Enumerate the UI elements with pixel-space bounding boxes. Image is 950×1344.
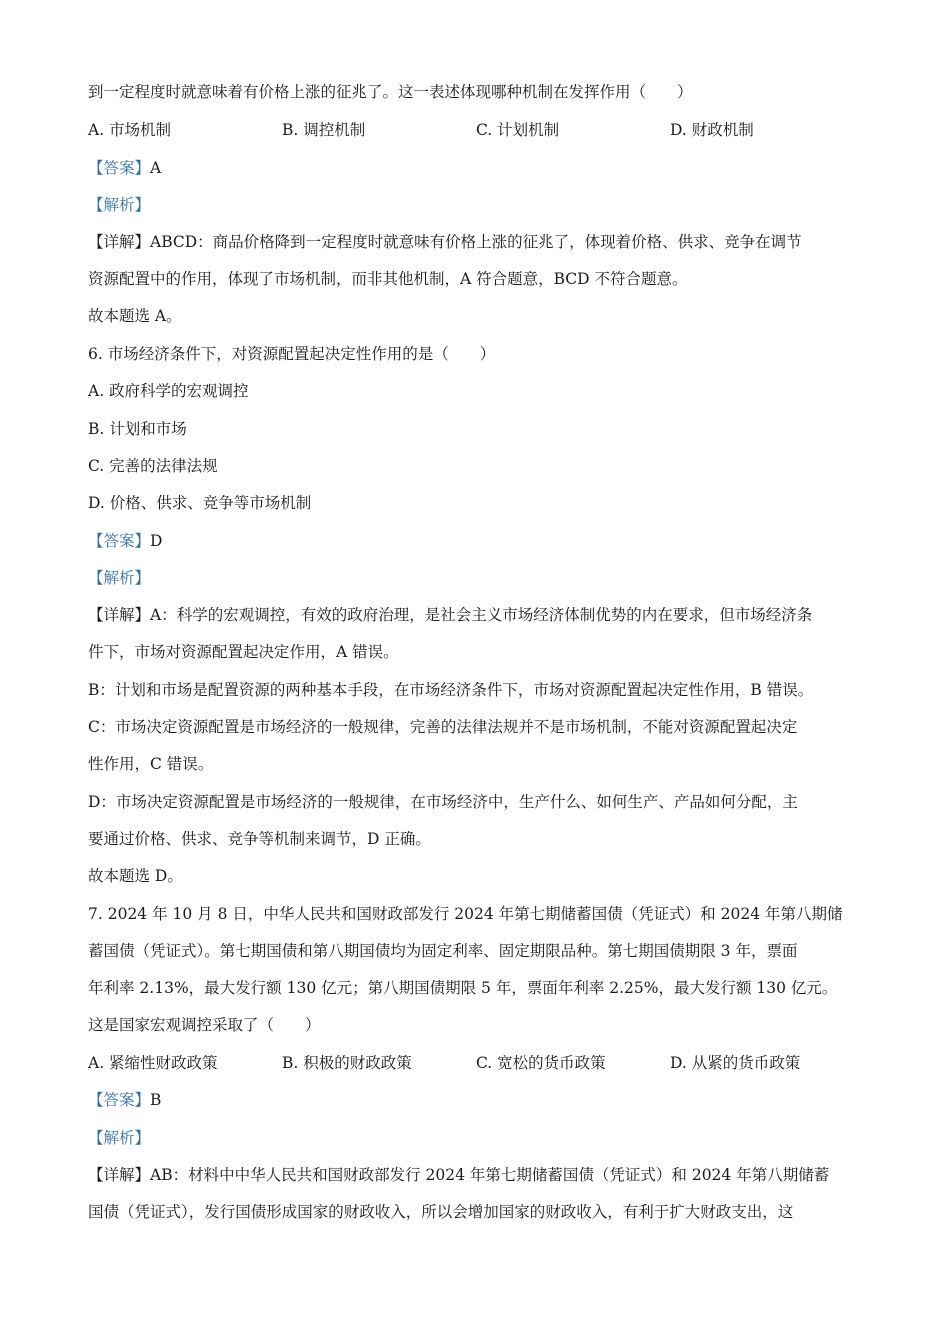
q5-option-a: A. 市场机制 bbox=[88, 121, 172, 139]
answer-label: 【答案】 bbox=[88, 159, 151, 177]
q6-option-a: A. 政府科学的宏观调控 bbox=[88, 382, 249, 400]
q6-stem: 6. 市场经济条件下，对资源配置起决定性作用的是（ ） bbox=[88, 345, 496, 363]
q5-detail-line: 资源配置中的作用，体现了市场机制，而非其他机制，A 符合题意，BCD 不符合题意。 bbox=[88, 270, 688, 288]
answer-value: D bbox=[150, 532, 163, 550]
q6-option-b: B. 计划和市场 bbox=[88, 420, 187, 438]
answer-value: A bbox=[150, 159, 162, 177]
q6-detail-line: 性作用，C 错误。 bbox=[88, 755, 214, 773]
q5-conclusion: 故本题选 A。 bbox=[88, 307, 182, 325]
q6-detail-line: D：市场决定资源配置是市场经济的一般规律，在市场经济中，生产什么、如何生产、产品如何分配，主 bbox=[88, 793, 798, 811]
detail-label: 【详解】 bbox=[88, 233, 151, 251]
q5-answer bbox=[88, 158, 161, 178]
q6-answer bbox=[88, 531, 162, 551]
q6-detail-line: C：市场决定资源配置是市场经济的一般规律，完善的法律法规并不是市场机制，不能对资源配置起决定 bbox=[88, 718, 798, 736]
q7-option-a: A. 紧缩性财政政策 bbox=[88, 1054, 218, 1072]
q6-option-d: D. 价格、供求、竞争等市场机制 bbox=[88, 494, 312, 512]
q6-analysis-label: 【解析】 bbox=[88, 569, 151, 587]
q7-stem-line: 7. 2024 年 10 月 8 日，中华人民共和国财政部发行 2024 年第七期储蓄国债（凭证式）和 2024 年第八期储 bbox=[88, 905, 843, 923]
answer-value: B bbox=[150, 1091, 162, 1109]
q7-option-b: B. 积极的财政政策 bbox=[282, 1054, 412, 1072]
q7-stem-line: 年利率 2.13%，最大发行额 130 亿元；第八期国债期限 5 年，票面年利率 2.25%，最大发行额 130 亿元。 bbox=[88, 979, 838, 997]
answer-label: 【答案】 bbox=[88, 1091, 151, 1109]
q7-detail-line: 国债（凭证式），发行国债形成国家的财政收入，所以会增加国家的财政收入，有利于扩大财政支出，这 bbox=[88, 1203, 794, 1221]
answer-label: 【答案】 bbox=[88, 532, 151, 550]
q5-analysis-label: 【解析】 bbox=[88, 196, 151, 214]
q7-stem-line: 蓄国债（凭证式）。第七期国债和第八期国债均为固定利率、固定期限品种。第七期国债期限 3 年，票面 bbox=[88, 942, 798, 960]
q7-stem-line: 这是国家宏观调控采取了（ ） bbox=[88, 1016, 321, 1034]
q7-option-c: C. 宽松的货币政策 bbox=[476, 1054, 606, 1072]
detail-label: 【详解】 bbox=[88, 1166, 151, 1184]
q5-option-c: C. 计划机制 bbox=[476, 121, 560, 139]
detail-text: A：科学的宏观调控，有效的政府治理，是社会主义市场经济体制优势的内在要求，但市场经济条 bbox=[150, 606, 813, 624]
q6-conclusion: 故本题选 D。 bbox=[88, 867, 183, 885]
detail-label: 【详解】 bbox=[88, 606, 151, 624]
detail-text: AB：材料中中华人民共和国财政部发行 2024 年第七期储蓄国债（凭证式）和 2024 年第八期储蓄 bbox=[150, 1166, 830, 1184]
q6-detail-line: B：计划和市场是配置资源的两种基本手段，在市场经济条件下，市场对资源配置起决定性作用，B 错误。 bbox=[88, 681, 814, 699]
detail-text: ABCD：商品价格降到一定程度时就意味有价格上涨的征兆了，体现着价格、供求、竞争在调节 bbox=[150, 233, 802, 251]
q7-option-d: D. 从紧的货币政策 bbox=[670, 1054, 801, 1072]
q7-answer bbox=[88, 1090, 161, 1110]
q6-detail-line: 件下，市场对资源配置起决定作用，A 错误。 bbox=[88, 643, 399, 661]
q6-option-c: C. 完善的法律法规 bbox=[88, 457, 218, 475]
q6-detail-line: 要通过价格、供求、竞争等机制来调节，D 正确。 bbox=[88, 830, 431, 848]
q5-option-b: B. 调控机制 bbox=[282, 121, 366, 139]
q7-detail-line bbox=[88, 1165, 829, 1185]
q6-detail-line bbox=[88, 605, 812, 625]
q5-detail-line bbox=[88, 232, 802, 252]
q7-analysis-label: 【解析】 bbox=[88, 1129, 151, 1147]
q5-stem-tail: 到一定程度时就意味着有价格上涨的征兆了。这一表述体现哪种机制在发挥作用（ ） bbox=[88, 83, 693, 101]
q5-option-d: D. 财政机制 bbox=[670, 121, 754, 139]
